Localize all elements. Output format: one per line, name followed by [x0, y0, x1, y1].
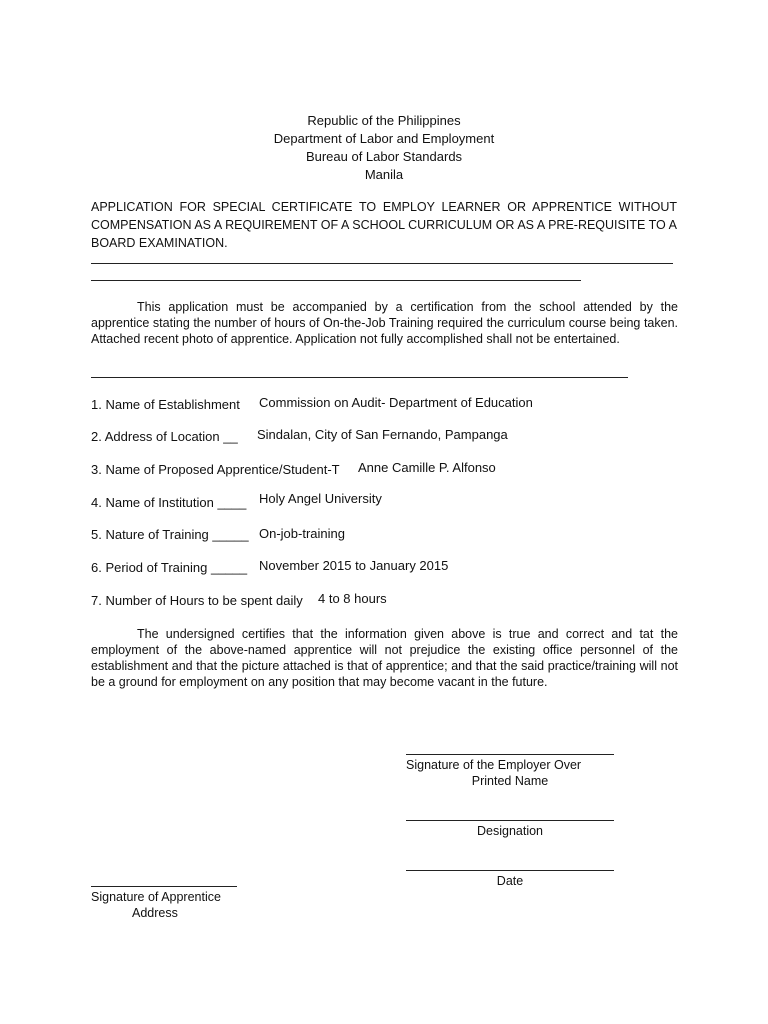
certification-paragraph — [91, 626, 678, 690]
header-bureau: Bureau of Labor Standards — [305, 149, 463, 164]
header-republic: Republic of the Philippines — [307, 113, 461, 128]
document-header — [0, 112, 768, 184]
header-department: Department of Labor and Employment — [273, 131, 495, 146]
apprentice-address-label: Address — [132, 906, 178, 920]
employer-signature-label: Signature of the Employer Over — [406, 758, 582, 772]
instructions-text: This application must be accompanied by a certification from the school attended by the apprentice stating the number of hours of On-the-Job Training required the curriculum course being taken. Attached recent photo of apprentice. Application not fully accomplished shall not be entertained. — [91, 300, 678, 346]
field-label-address: 2. Address of Location __ — [91, 429, 238, 444]
field-value-hours: 4 to 8 hours — [318, 591, 387, 606]
field-label-period: 6. Period of Training _____ — [91, 560, 248, 575]
field-label-nature: 5. Nature of Training _____ — [91, 527, 249, 542]
date-line — [406, 870, 614, 871]
instructions-paragraph — [91, 299, 678, 347]
field-label-hours: 7. Number of Hours to be spent daily — [91, 593, 303, 608]
instructions-underline — [91, 377, 628, 378]
field-label-establishment: 1. Name of Establishment — [91, 397, 240, 412]
application-title: APPLICATION FOR SPECIAL CERTIFICATE TO EMPLOY LEARNER OR APPRENTICE WITHOUT COMPENSATION AS A REQUIREMENT OF A SCHOOL CURRICULUM OR AS A PRE-REQUISITE TO A BOARD EXAMINATION. — [91, 200, 677, 250]
designation-line — [406, 820, 614, 821]
apprentice-signature-line — [91, 886, 237, 887]
field-value-period: November 2015 to January 2015 — [259, 558, 449, 573]
field-value-institution: Holy Angel University — [259, 491, 382, 506]
title-underline-1 — [91, 263, 673, 264]
field-label-apprentice: 3. Name of Proposed Apprentice/Student-T — [91, 462, 340, 477]
field-value-apprentice: Anne Camille P. Alfonso — [358, 460, 496, 475]
field-label-institution: 4. Name of Institution ____ — [91, 495, 247, 510]
field-value-establishment: Commission on Audit- Department of Education — [259, 395, 533, 410]
title-underline-2 — [91, 280, 581, 281]
certification-text: The undersigned certifies that the information given above is true and correct and tat the employment of the above-named apprentice will not prejudice the existing office personnel of the establishment and that the picture attached is that of apprentice; and that the said practice/training will not be a ground for employment on any position that may become vacant in the future. — [91, 627, 678, 689]
employer-signature-line — [406, 754, 614, 755]
field-value-address: Sindalan, City of San Fernando, Pampanga — [257, 427, 508, 442]
field-value-nature: On-job-training — [259, 526, 345, 541]
header-city: Manila — [364, 167, 404, 182]
designation-label: Designation — [476, 824, 543, 838]
date-label: Date — [496, 874, 524, 888]
apprentice-signature-label: Signature of Apprentice — [91, 890, 221, 904]
employer-printed-name-label: Printed Name — [471, 774, 549, 788]
